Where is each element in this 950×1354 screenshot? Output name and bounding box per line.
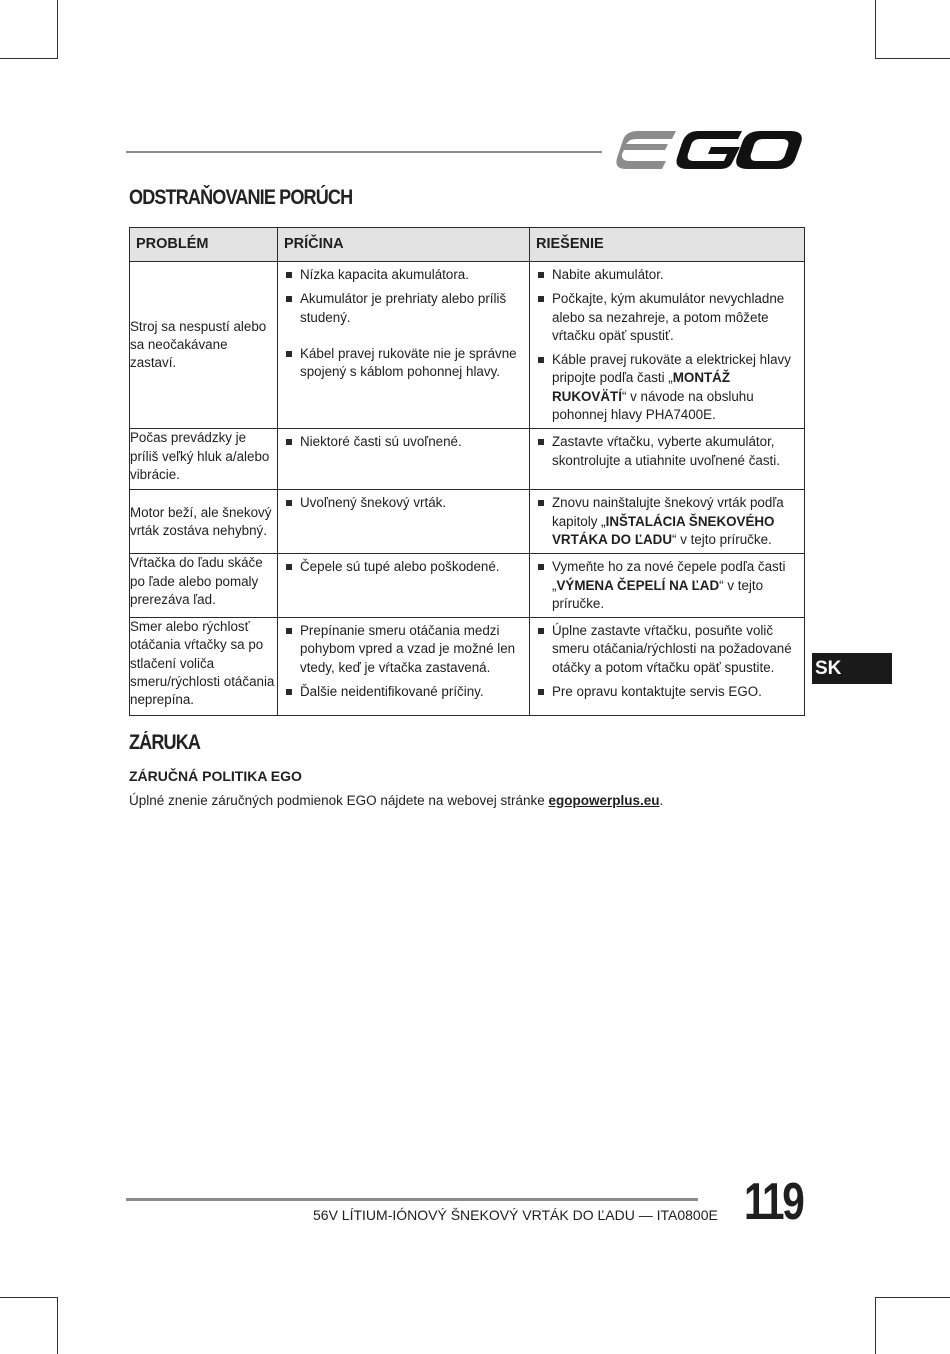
cause-cell [278, 490, 530, 554]
solution-cell [530, 429, 805, 490]
list-item: Znovu nainštalujte šnekový vrták podľa kapitoly „INŠTALÁCIA ŠNEKOVÉHO VRTÁKA DO ĽADU“ v tejto príručke. [537, 494, 798, 549]
problem-cell: Počas prevádzky je príliš veľký hluk a/alebo vibrácie. [130, 429, 278, 490]
troubleshooting-table [129, 227, 805, 716]
list-item: Čepele sú tupé alebo poškodené. [285, 558, 523, 576]
solution-cell [530, 490, 805, 554]
section-reference: INŠTALÁCIA ŠNEKOVÉHO VRTÁKA DO ĽADU [552, 513, 775, 547]
list-item: Nízka kapacita akumulátora. [285, 266, 523, 284]
section-reference: VÝMENA ČEPELÍ NA ĽAD [556, 577, 720, 593]
warranty-link[interactable]: egopowerplus.eu [548, 793, 660, 808]
problem-cell: Smer alebo rýchlosť otáčania vŕtačky sa po stlačení voliča smeru/rýchlosti otáčania neprepína. [130, 618, 278, 716]
column-header: RIEŠENIE [530, 228, 805, 262]
crop-mark [57, 0, 58, 58]
warranty-subtitle: ZÁRUČNÁ POLITIKA EGO [129, 768, 302, 784]
section-reference: MONTÁŽ RUKOVÄTÍ [552, 370, 731, 404]
list-item: Nabite akumulátor. [537, 266, 798, 284]
ego-logo [616, 128, 802, 174]
problem-cell: Vŕtačka do ľadu skáče po ľade alebo pomaly prerezáva ľad. [130, 554, 278, 618]
footer-rule [126, 1198, 698, 1201]
list-item: Káble pravej rukoväte a elektrickej hlavy pripojte podľa časti „MONTÁŽ RUKOVÄTÍ“ v návode na obsluhu pohonnej hlavy PHA7400E. [537, 351, 798, 424]
list-item: Úplne zastavte vŕtačku, posuňte volič smeru otáčania/rýchlosti na požadované otáčky a potom vŕtačku opäť spustite. [537, 622, 798, 677]
crop-mark [875, 1297, 876, 1354]
list-item: Kábel pravej rukoväte nie je správne spojený s káblom pohonnej hlavy. [285, 345, 523, 382]
solution-cell [530, 554, 805, 618]
list-item: Zastavte vŕtačku, vyberte akumulátor, skontrolujte a utiahnite uvoľnené časti. [537, 433, 798, 470]
warranty-text: Úplné znenie záručných podmienok EGO nájdete na webovej stránke egopowerplus.eu. [129, 793, 664, 808]
crop-mark [57, 1297, 58, 1354]
troubleshooting-title: ODSTRAŇOVANIE PORÚCH [129, 186, 353, 209]
footer-product-title: 56V LÍTIUM-IÓNOVÝ ŠNEKOVÝ VRTÁK DO ĽADU — ITA0800E [313, 1207, 718, 1223]
header-rule [126, 151, 602, 153]
list-item: Počkajte, kým akumulátor nevychladne alebo sa nezahreje, a potom môžete vŕtačku opäť spustiť. [537, 290, 798, 345]
crop-mark [875, 1297, 950, 1298]
problem-cell: Motor beží, ale šnekový vrták zostáva nehybný. [130, 490, 278, 554]
list-item: Pre opravu kontaktujte servis EGO. [537, 683, 798, 701]
list-item: Ďalšie neidentifikované príčiny. [285, 683, 523, 701]
crop-mark [875, 0, 876, 58]
list-item: Uvoľnený šnekový vrták. [285, 494, 523, 512]
cause-cell [278, 429, 530, 490]
column-header: PROBLÉM [130, 228, 278, 262]
cause-cell [278, 618, 530, 716]
language-tab: SK [812, 653, 892, 684]
solution-cell [530, 262, 805, 429]
list-item: Niektoré časti sú uvoľnené. [285, 433, 523, 451]
table-row [130, 618, 805, 716]
crop-mark [0, 1297, 58, 1298]
crop-mark [875, 58, 950, 59]
table-row [130, 429, 805, 490]
problem-cell: Stroj sa nespustí alebo sa neočakávane zastaví. [130, 262, 278, 429]
table-row [130, 490, 805, 554]
crop-mark [0, 58, 58, 59]
table-row [130, 554, 805, 618]
table-row [130, 262, 805, 429]
column-header: PRÍČINA [278, 228, 530, 262]
list-item: Akumulátor je prehriaty alebo príliš studený. [285, 290, 523, 327]
solution-cell [530, 618, 805, 716]
cause-cell [278, 262, 530, 429]
page-number: 119 [744, 1173, 803, 1231]
cause-cell [278, 554, 530, 618]
list-item: Prepínanie smeru otáčania medzi pohybom vpred a vzad je možné len vtedy, keď je vŕtačka zastavená. [285, 622, 523, 677]
warranty-title: ZÁRUKA [129, 731, 201, 754]
table-header-row [130, 228, 805, 262]
list-item: Vymeňte ho za nové čepele podľa časti „VÝMENA ČEPELÍ NA ĽAD“ v tejto príručke. [537, 558, 798, 613]
